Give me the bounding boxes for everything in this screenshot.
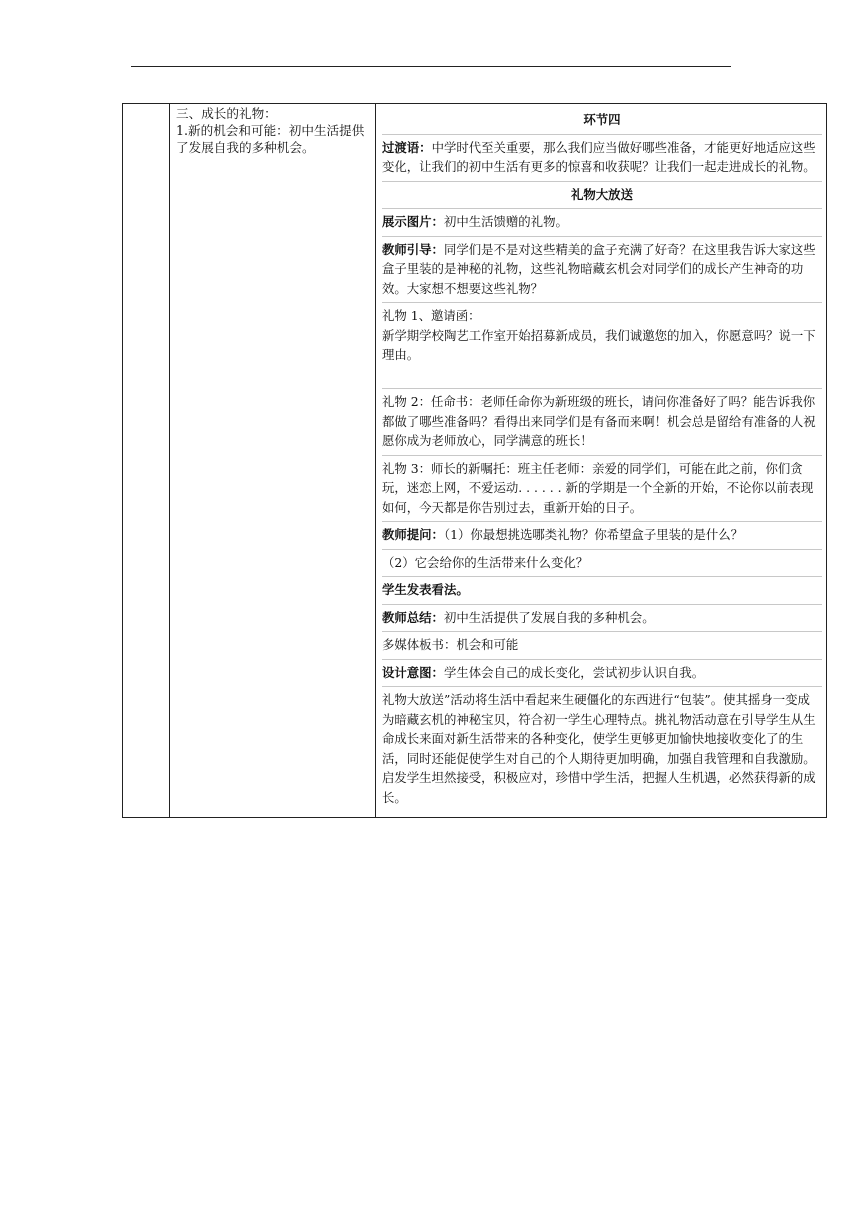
guide-label: 教师引导：: [382, 241, 444, 257]
gift1-title: 礼物 1、邀请函：: [382, 308, 481, 323]
show-label: 展示图片：: [382, 214, 444, 229]
activity-cell: [376, 104, 827, 818]
gift1-text: 新学期学校陶艺工作室开始招募新成员，我们诚邀您的加入，你愿意吗？说一下理由。: [382, 327, 816, 362]
intent-paragraph: [382, 659, 822, 687]
transition-text: 中学时代至关重要，那么我们应当做好哪些准备，才能更好地适应这些变化，让我们的初中生活有更多的惊喜和收获呢？让我们一起走进成长的礼物。: [382, 139, 816, 174]
question2-paragraph: （2）它会给你的生活带来什么变化？: [382, 549, 822, 577]
student-paragraph: 学生发表看法。: [382, 576, 822, 604]
summary-label: 教师总结：: [382, 609, 444, 625]
question-paragraph: [382, 521, 822, 549]
summary-paragraph: [382, 604, 822, 632]
question-text: （1）你最想挑选哪类礼物？你希望盒子里装的是什么？: [443, 527, 744, 542]
section-title: 环节四: [583, 112, 621, 127]
intent-text: 学生体会自己的成长变化，尝试初步认识自我。: [443, 664, 705, 680]
lesson-plan-table: [122, 103, 827, 818]
show-text: 初中生活馈赠的礼物。: [443, 214, 568, 229]
board-paragraph: 多媒体板书：机会和可能: [382, 631, 822, 659]
header-rule: [131, 66, 731, 67]
activity-title: 礼物大放送: [382, 181, 822, 209]
intent-label: 设计意图：: [382, 664, 444, 680]
empty-cell: [123, 104, 170, 818]
gift1-paragraph: [382, 302, 822, 388]
guide-text: 同学们是不是对这些精美的盒子充满了好奇？在这里我告诉大家这些盒子里装的是神秘的礼物，这些礼物暗藏玄机会对同学们的成长产生神奇的功效。大家想不想要这些礼物？: [382, 241, 816, 296]
outline-heading: 三、成长的礼物：: [176, 106, 277, 121]
summary-text: 初中生活提供了发展自我的多种机会。: [443, 609, 655, 625]
table-row: [123, 104, 827, 818]
gift3-paragraph: 礼物 3：师长的新嘱托：班主任老师：亲爱的同学们，可能在此之前，你们贪玩，迷恋上网，不爱运动. . . . . . 新的学期是一个全新的开始，不论你以前表现如何，今天都是你告别过去，重新开始的日子。: [382, 455, 822, 522]
show-paragraph: [382, 208, 822, 236]
transition-paragraph: [382, 134, 822, 181]
outline-point: 1.新的机会和可能：初中生活提供了发展自我的多种机会。: [176, 123, 365, 155]
question-label: 教师提问：: [382, 527, 444, 542]
guide-paragraph: [382, 236, 822, 303]
transition-label: 过渡语：: [382, 139, 432, 155]
closing-paragraph: 礼物大放送”活动将生活中看起来生硬僵化的东西进行“包装”。使其摇身一变成为暗藏玄机的神秘宝贝，符合初一学生心理特点。挑礼物活动意在引导学生从生命成长来面对新生活带来的各种变化，使学生更够更加愉快地接收变化了的生活，同时还能促使学生对自己的个人期待更加明确，加强自我管理和自我激励。启发学生坦然接受，积极应对，珍惜中学生活，把握人生机遇，必然获得新的成长。: [382, 686, 822, 811]
blank-line: [382, 365, 822, 385]
content-outline-cell: [170, 104, 376, 818]
gift2-paragraph: 礼物 2：任命书：老师任命你为新班级的班长，请问你准备好了吗？能告诉我你都做了哪些准备吗？看得出来同学们是有备而来啊！机会总是留给有准备的人祝愿你成为老师放心，同学满意的班长！: [382, 388, 822, 455]
